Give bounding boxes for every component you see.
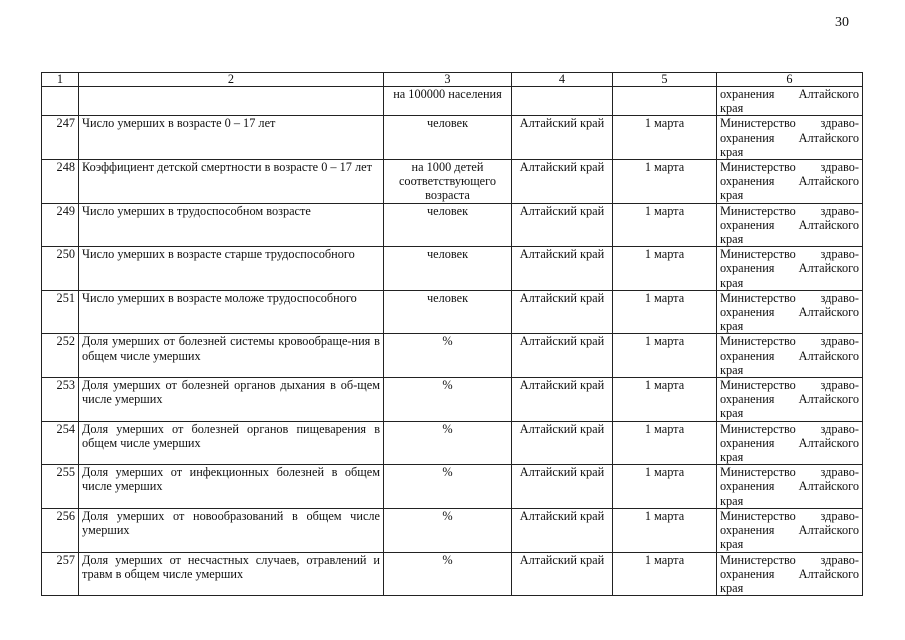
unit-cell: % bbox=[384, 508, 512, 552]
org-line: края bbox=[720, 450, 744, 465]
org-line: охранения Алтайского bbox=[720, 130, 859, 145]
org-line: края bbox=[720, 144, 744, 159]
org-line: охранения Алтайского bbox=[720, 566, 859, 581]
indicator-name-cell: Доля умерших от несчастных случаев, отравлений и травм в общем числе умерших bbox=[79, 552, 384, 596]
org-line: охранения Алтайского bbox=[720, 392, 859, 407]
table-row bbox=[42, 508, 863, 552]
unit-cell: % bbox=[384, 334, 512, 378]
org-line: края bbox=[720, 580, 744, 595]
column-number-3: 3 bbox=[384, 73, 512, 87]
unit-cell: % bbox=[384, 421, 512, 465]
table-row bbox=[42, 203, 863, 247]
column-number-4: 4 bbox=[512, 73, 613, 87]
responsible-org-cell bbox=[717, 160, 863, 204]
org-line: Министерство здраво- bbox=[720, 160, 859, 175]
org-line: Министерство здраво- bbox=[720, 508, 859, 523]
responsible-org-cell bbox=[717, 203, 863, 247]
territory-cell: Алтайский край bbox=[512, 378, 613, 422]
responsible-org-cell bbox=[717, 290, 863, 334]
unit-cell: % bbox=[384, 465, 512, 509]
row-number-cell: 251 bbox=[42, 290, 79, 334]
org-line: Министерство здраво- bbox=[720, 334, 859, 349]
indicator-name-cell: Доля умерших от болезней органов пищеварения в общем числе умерших bbox=[79, 421, 384, 465]
indicator-name-cell: Коэффициент детской смертности в возрасте 0 – 17 лет bbox=[79, 160, 384, 204]
org-line: Министерство здраво- bbox=[720, 290, 859, 305]
column-number-6: 6 bbox=[717, 73, 863, 87]
unit-cell: % bbox=[384, 552, 512, 596]
unit-cell: % bbox=[384, 378, 512, 422]
org-line: охранения Алтайского bbox=[720, 261, 859, 276]
row-number-cell: 249 bbox=[42, 203, 79, 247]
table-row bbox=[42, 116, 863, 160]
org-line: края bbox=[720, 537, 744, 552]
indicator-name-cell: Число умерших в возрасте 0 – 17 лет bbox=[79, 116, 384, 160]
date-cell: 1 марта bbox=[613, 552, 717, 596]
continuation-unit-cell: на 100000 населения bbox=[384, 87, 512, 116]
org-line: края bbox=[720, 493, 744, 508]
org-line: Министерство здраво- bbox=[720, 378, 859, 393]
territory-cell: Алтайский край bbox=[512, 160, 613, 204]
date-cell: 1 марта bbox=[613, 465, 717, 509]
org-line: охранения Алтайского bbox=[720, 305, 859, 320]
org-line: охранения Алтайского bbox=[720, 435, 859, 450]
org-line: края bbox=[720, 101, 744, 116]
unit-cell: человек bbox=[384, 203, 512, 247]
territory-cell: Алтайский край bbox=[512, 552, 613, 596]
responsible-org-cell bbox=[717, 116, 863, 160]
date-cell: 1 марта bbox=[613, 508, 717, 552]
table-row bbox=[42, 421, 863, 465]
date-cell: 1 марта bbox=[613, 203, 717, 247]
indicators-table bbox=[41, 72, 863, 596]
territory-cell: Алтайский край bbox=[512, 116, 613, 160]
table-row bbox=[42, 247, 863, 291]
responsible-org-cell bbox=[717, 378, 863, 422]
org-line: Министерство здраво- bbox=[720, 552, 859, 567]
territory-cell: Алтайский край bbox=[512, 203, 613, 247]
responsible-org-cell bbox=[717, 421, 863, 465]
org-line: Министерство здраво- bbox=[720, 421, 859, 436]
table-row bbox=[42, 378, 863, 422]
org-line: Министерство здраво- bbox=[720, 116, 859, 131]
row-number-cell: 247 bbox=[42, 116, 79, 160]
column-number-5: 5 bbox=[613, 73, 717, 87]
date-cell: 1 марта bbox=[613, 160, 717, 204]
row-number-cell: 250 bbox=[42, 247, 79, 291]
date-cell: 1 марта bbox=[613, 421, 717, 465]
continuation-date-cell bbox=[613, 87, 717, 116]
responsible-org-cell bbox=[717, 465, 863, 509]
row-number-cell: 255 bbox=[42, 465, 79, 509]
column-number-1: 1 bbox=[42, 73, 79, 87]
org-line: Министерство здраво- bbox=[720, 465, 859, 480]
territory-cell: Алтайский край bbox=[512, 465, 613, 509]
continuation-row bbox=[42, 87, 863, 116]
org-line: края bbox=[720, 319, 744, 334]
org-line: охранения Алтайского bbox=[720, 479, 859, 494]
org-line: охранения Алтайского bbox=[720, 174, 859, 189]
indicator-name-cell: Доля умерших от болезней органов дыхания в об-щем числе умерших bbox=[79, 378, 384, 422]
table-row bbox=[42, 465, 863, 509]
continuation-num-cell bbox=[42, 87, 79, 116]
responsible-org-cell bbox=[717, 247, 863, 291]
row-number-cell: 254 bbox=[42, 421, 79, 465]
org-line: охранения Алтайского bbox=[720, 348, 859, 363]
org-line: Министерство здраво- bbox=[720, 203, 859, 218]
column-number-header-row bbox=[42, 73, 863, 87]
org-line: охранения Алтайского bbox=[720, 87, 859, 101]
column-number-2: 2 bbox=[79, 73, 384, 87]
indicator-name-cell: Число умерших в возрасте моложе трудоспособного bbox=[79, 290, 384, 334]
unit-cell: человек bbox=[384, 116, 512, 160]
org-line: Министерство здраво- bbox=[720, 247, 859, 262]
unit-cell: на 1000 детей соответствующего возраста bbox=[384, 160, 512, 204]
indicator-name-cell: Число умерших в трудоспособном возрасте bbox=[79, 203, 384, 247]
unit-cell: человек bbox=[384, 290, 512, 334]
org-line: края bbox=[720, 406, 744, 421]
date-cell: 1 марта bbox=[613, 378, 717, 422]
responsible-org-cell bbox=[717, 552, 863, 596]
territory-cell: Алтайский край bbox=[512, 421, 613, 465]
responsible-org-cell bbox=[717, 508, 863, 552]
date-cell: 1 марта bbox=[613, 116, 717, 160]
date-cell: 1 марта bbox=[613, 247, 717, 291]
unit-cell: человек bbox=[384, 247, 512, 291]
indicator-name-cell: Число умерших в возрасте старше трудоспособного bbox=[79, 247, 384, 291]
org-line: края bbox=[720, 188, 744, 203]
table-row bbox=[42, 290, 863, 334]
org-line: охранения Алтайского bbox=[720, 523, 859, 538]
territory-cell: Алтайский край bbox=[512, 290, 613, 334]
row-number-cell: 256 bbox=[42, 508, 79, 552]
table-row bbox=[42, 552, 863, 596]
date-cell: 1 марта bbox=[613, 334, 717, 378]
continuation-territory-cell bbox=[512, 87, 613, 116]
continuation-org-cell bbox=[717, 87, 863, 116]
org-line: края bbox=[720, 275, 744, 290]
page-number: 30 bbox=[835, 15, 849, 30]
table-row bbox=[42, 334, 863, 378]
table-row bbox=[42, 160, 863, 204]
date-cell: 1 марта bbox=[613, 290, 717, 334]
territory-cell: Алтайский край bbox=[512, 508, 613, 552]
responsible-org-cell bbox=[717, 334, 863, 378]
row-number-cell: 248 bbox=[42, 160, 79, 204]
continuation-name-cell bbox=[79, 87, 384, 116]
row-number-cell: 253 bbox=[42, 378, 79, 422]
territory-cell: Алтайский край bbox=[512, 334, 613, 378]
indicator-name-cell: Доля умерших от болезней системы кровообраще-ния в общем числе умерших bbox=[79, 334, 384, 378]
org-line: края bbox=[720, 232, 744, 247]
org-line: края bbox=[720, 362, 744, 377]
territory-cell: Алтайский край bbox=[512, 247, 613, 291]
indicator-name-cell: Доля умерших от новообразований в общем числе умерших bbox=[79, 508, 384, 552]
org-line: охранения Алтайского bbox=[720, 217, 859, 232]
row-number-cell: 257 bbox=[42, 552, 79, 596]
indicator-name-cell: Доля умерших от инфекционных болезней в общем числе умерших bbox=[79, 465, 384, 509]
row-number-cell: 252 bbox=[42, 334, 79, 378]
